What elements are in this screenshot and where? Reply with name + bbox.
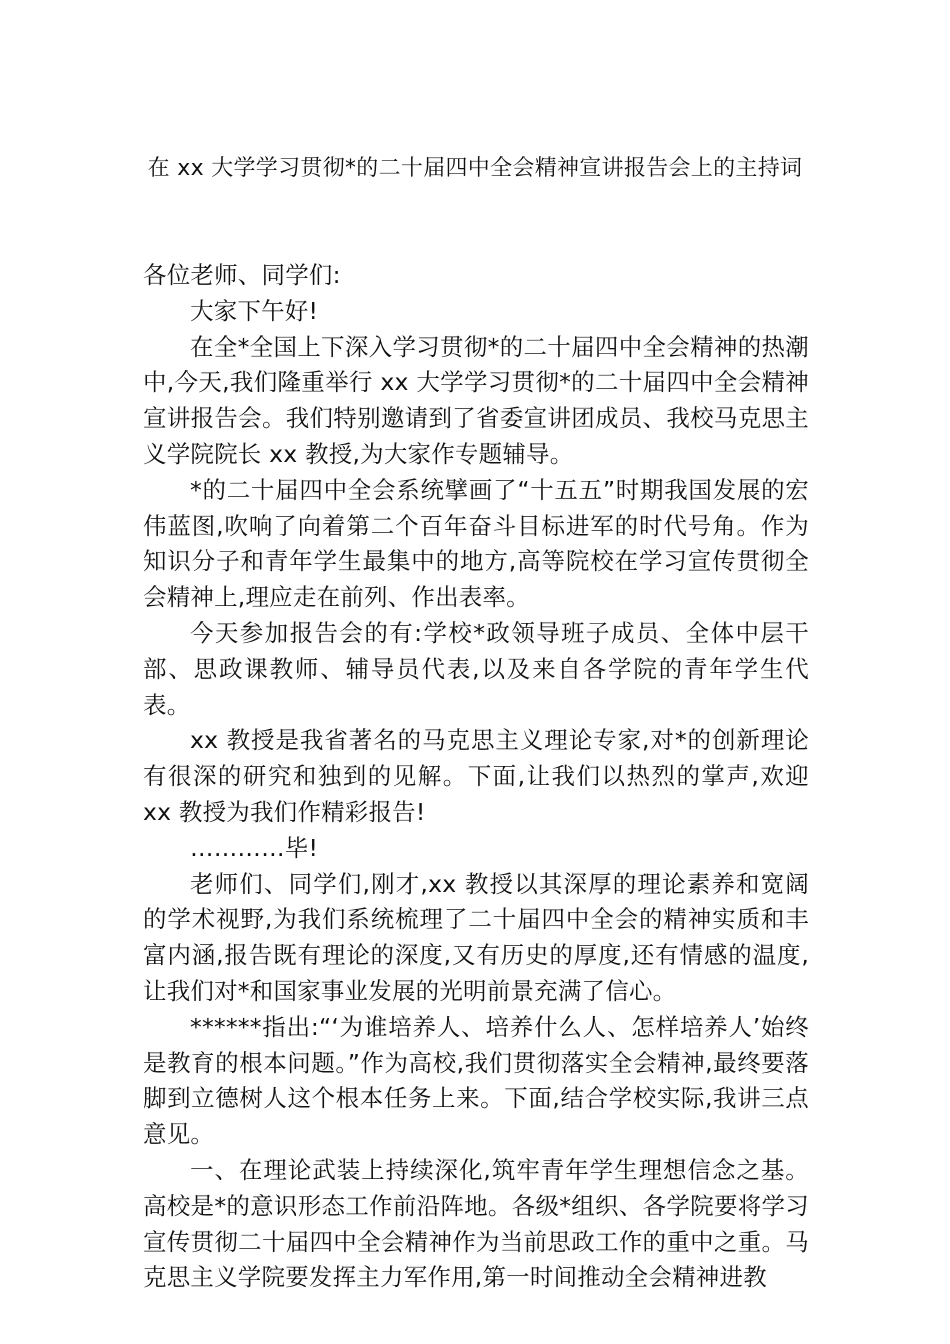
paragraph-speaker-intro: xx 教授是我省著名的马克思主义理论专家,对*的创新理论有很深的研究和独到的见解。下面,让我们以热烈的掌声,欢迎 xx 教授为我们作精彩报告! <box>143 726 809 826</box>
paragraph-significance: *的二十届四中全会系统擘画了“十五五”时期我国发展的宏伟蓝图,吹响了向着第二个百年奋斗目标进军的时代号角。作为知识分子和青年学生最集中的地方,高等院校在学习宣传贯彻全会精神上,理应走在前列、作出表率。 <box>143 475 809 612</box>
paragraph-point-one: 一、在理论武装上持续深化,筑牢青年学生理想信念之基。高校是*的意识形态工作前沿阵地。各级*组织、各学院要将学习宣传贯彻二十届四中全会精神作为当前思政工作的重中之重。马克思主义学院要发挥主力军作用,第一时间推动全会精神进教 <box>143 1155 809 1292</box>
paragraph-report-end: …………毕! <box>190 833 319 862</box>
paragraph-attendees: 今天参加报告会的有:学校*政领导班子成员、全体中层干部、思政课教师、辅导员代表,以及来自各学院的青年学生代表。 <box>143 618 809 719</box>
document-body <box>143 258 809 1296</box>
paragraph-opening: 在全*全国上下深入学习贯彻*的二十届四中全会精神的热潮中,今天,我们隆重举行 xx 大学学习贯彻*的二十届四中全会精神宣讲报告会。我们特别邀请到了省委宣讲团成员、我校马克思主义学院院长 xx 教授,为大家作专题辅导。 <box>143 332 809 468</box>
paragraph-quote: ******指出:“‘为谁培养人、培养什么人、怎样培养人’始终是教育的根本问题。”作为高校,我们贯彻落实全会精神,最终要落脚到立德树人这个根本任务上来。下面,结合学校实际,我讲三点意见。 <box>143 1012 809 1149</box>
document-title: 在 xx 大学学习贯彻*的二十届四中全会精神宣讲报告会上的主持词 <box>147 156 803 181</box>
paragraph-greeting: 大家下午好! <box>190 296 319 325</box>
paragraph-summary: 老师们、同学们,刚才,xx 教授以其深厚的理论素养和宽阔的学术视野,为我们系统梳理了二十届四中全会的精神实质和丰富内涵,报告既有理论的深度,又有历史的厚度,还有情感的温度,让我们对*和国家事业发展的光明前景充满了信心。 <box>143 869 809 1005</box>
salutation: 各位老师、同学们: <box>143 261 341 289</box>
